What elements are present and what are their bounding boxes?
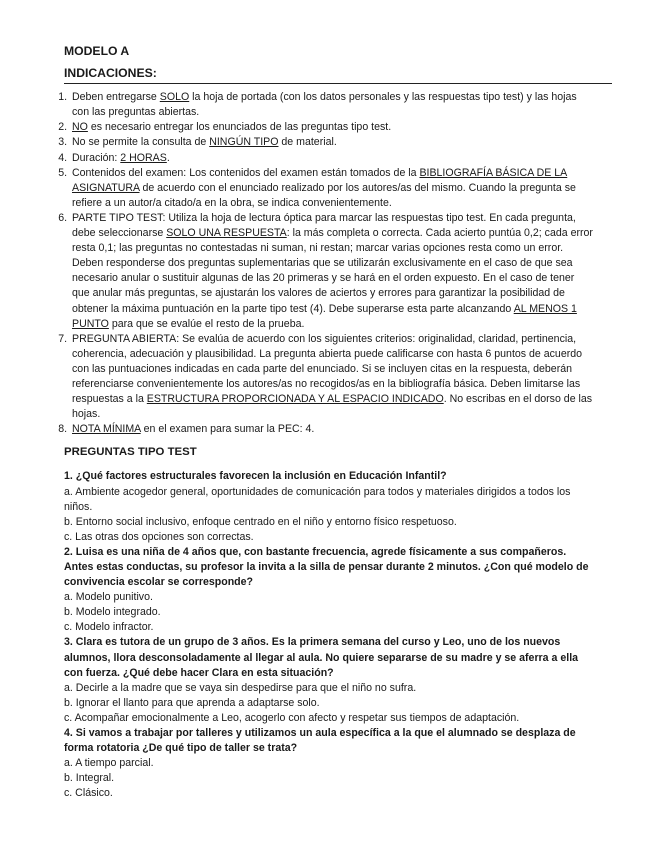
answer-option: a. Ambiente acogedor general, oportunidades de comunicación para todos y materiales dirigidos a todos los niños.: [64, 485, 571, 513]
instructions-list: [50, 90, 593, 437]
answer-option: a. Modelo punitivo.: [64, 591, 153, 604]
instruction-emphasis: 2 HORAS: [120, 151, 167, 164]
instruction-text: Deben entregarse: [72, 91, 160, 104]
answer-option: b. Entorno social inclusivo, enfoque centrado en el niño y entorno físico respetuoso.: [64, 515, 457, 528]
instruction-text: PREGUNTA ABIERTA: Se evalúa de acuerdo con los siguientes criterios: originalidad, claridad, pertinencia, coherencia, adecuación y plausibilidad. La pregunta abierta puede calificarse con hasta 6 puntos de acuerdo con las puntuaciones indicadas en cada parte del enunciado. Si se incluyen citas en la respuesta, deberán referenciarse convenientemente los autores/as no recogidos/as en la bibliografía básica. Deben limitarse las respuestas a la: [72, 332, 583, 406]
instruction-text: . No escribas en el dorso de las hojas.: [72, 393, 593, 421]
answer-option: c. Clásico.: [64, 787, 113, 800]
instruction-emphasis: NOTA MÍNIMA: [72, 423, 141, 436]
instruction-item: [70, 332, 593, 423]
instruction-item: [70, 211, 593, 332]
instruction-text: en el examen para sumar la PEC: 4.: [140, 423, 315, 436]
answer-option: b. Integral.: [64, 772, 115, 785]
instruction-item: [70, 90, 593, 120]
instruction-text: No se permite la consulta de: [72, 136, 210, 149]
answer-option: b. Modelo integrado.: [64, 606, 161, 619]
instruction-emphasis: BIBLIOGRAFÍA BÁSICA DE LA ASIGNATURA: [72, 166, 568, 194]
instruction-text: Duración:: [72, 151, 121, 164]
answer-option: a. Decirle a la madre que se vaya sin despedirse para que el niño no sufra.: [64, 681, 417, 694]
test-section-heading: PREGUNTAS TIPO TEST: [64, 446, 197, 459]
instruction-item: [70, 166, 593, 211]
answer-option: a. A tiempo parcial.: [64, 757, 154, 770]
instruction-item: [70, 422, 593, 437]
instruction-item: [70, 120, 593, 135]
instruction-emphasis: ESTRUCTURA PROPORCIONADA Y AL ESPACIO INDICADO: [146, 393, 444, 406]
question-text: 2. Luisa es una niña de 4 años que, con bastante frecuencia, agrede físicamente a sus compañeros. Antes estas conductas, su profesor la invita a la silla de pensar durante 2 minutos. ¿Con qué modelo de convivencia escolar se corresponde?: [64, 545, 589, 589]
instruction-emphasis: NO: [72, 121, 88, 134]
instruction-item: [70, 135, 593, 150]
question-text: 1. ¿Qué factores estructurales favorecen la inclusión en Educación Infantil?: [64, 470, 447, 483]
answer-option: b. Ignorar el llanto para que aprenda a adaptarse solo.: [64, 696, 320, 709]
answer-option: c. Modelo infractor.: [64, 621, 154, 634]
questions-list: [64, 469, 593, 801]
instruction-text: PARTE TIPO TEST: Utiliza la hoja de lectura óptica para marcar las respuestas tipo test. En cada pregunta, debe seleccionarse: [72, 211, 576, 240]
instructions-heading: INDICACIONES:: [64, 66, 612, 84]
instruction-emphasis: SOLO UNA RESPUESTA: [166, 227, 287, 240]
answer-option: c. Acompañar emocionalmente a Leo, acogerlo con afecto y respetar sus tiempos de adaptación.: [64, 711, 520, 724]
question-text: 4. Si vamos a trabajar por talleres y utilizamos un aula específica a la que el alumnado se desplaza de forma rotatoria ¿De qué tipo de taller se trata?: [64, 727, 576, 755]
instruction-text: de material.: [278, 136, 337, 149]
instruction-text: .: [166, 151, 170, 164]
instruction-emphasis: SOLO: [159, 91, 190, 104]
question-text: 3. Clara es tutora de un grupo de 3 años. Es la primera semana del curso y Leo, uno de los nuevos alumnos, llora desconsoladamente al llegar al aula. No quiere separarse de su madre y se aferra a ella con fuerza. ¿Qué debe hacer Clara en esta situación?: [64, 636, 579, 679]
instruction-text: : la más completa o correcta. Cada acierto puntúa 0,2; cada error resta 0,1; las preguntas no contestadas ni suman, ni restan; marcar varias opciones resta como un error. Deben responderse dos preguntas suplementarias que se utilizarán exclusivamente en el caso de que sea necesario anular o sustituir algunas de las 20 primeras y se hará en el orden expuesto. En el caso de tener que anular más preguntas, se ajustarán los valores de aciertos y errores para garantizar la posibilidad de obtener la máxima puntuación en la parte tipo test (4). Debe superarse esta parte alcanzando: [72, 227, 593, 315]
instruction-item: [70, 151, 593, 166]
instruction-emphasis: NINGÚN TIPO: [209, 136, 279, 149]
instruction-text: la hoja de portada (con los datos personales y las respuestas tipo test) y las hojas con las preguntas abiertas.: [72, 91, 577, 119]
instruction-text: Contenidos del examen: Los contenidos del examen están tomados de la: [72, 166, 420, 179]
instruction-text: es necesario entregar los enunciados de las preguntas tipo test.: [87, 121, 392, 134]
answer-option: c. Las otras dos opciones son correctas.: [64, 530, 254, 543]
instruction-text: de acuerdo con el enunciado realizado por los autores/as del mismo. Cuando la pregunta se refiere a un autor/a citado/a en la obra, se indica convenientemente.: [72, 181, 576, 209]
instruction-emphasis: AL MENOS 1 PUNTO: [72, 302, 577, 330]
instruction-text: para que se evalúe el resto de la prueba.: [108, 317, 305, 330]
model-label: MODELO A: [64, 44, 130, 58]
